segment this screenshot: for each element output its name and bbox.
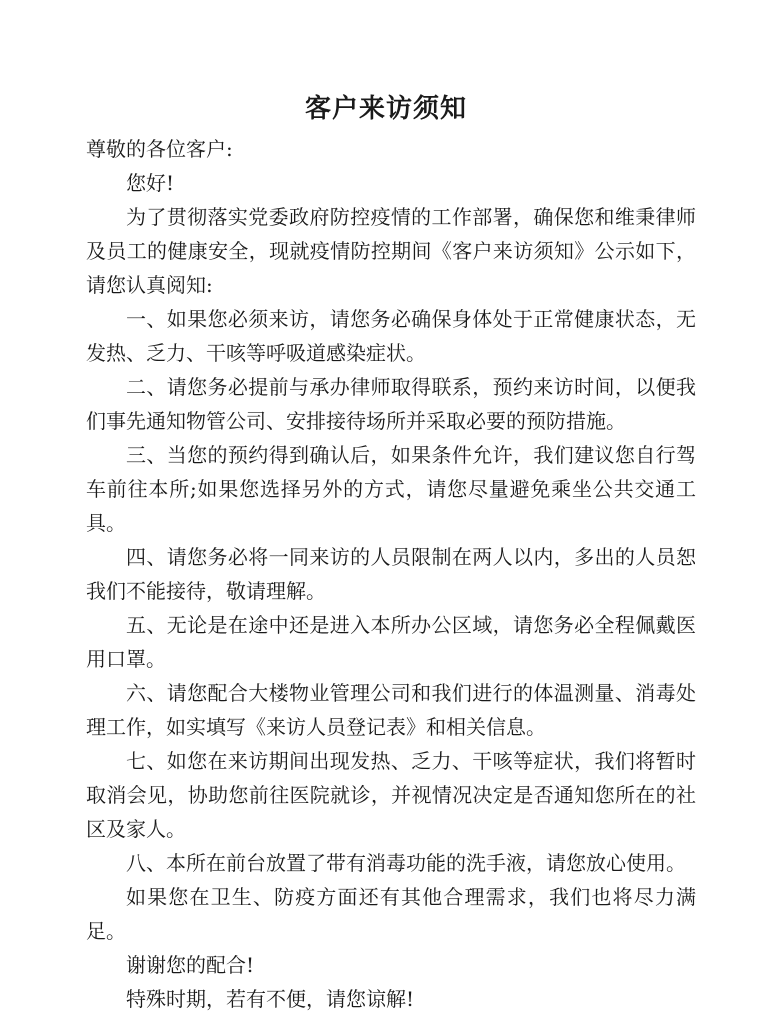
greeting: 您好! bbox=[126, 171, 175, 195]
item-paragraph-3: 三、当您的预约得到确认后，如果条件允许，我们建议您自行驾车前往本所;如果您选择另外的方式，请您尽量避免乘坐公共交通工具。 bbox=[86, 443, 696, 535]
document-body bbox=[86, 132, 696, 1016]
apology-line: 特殊时期，若有不便，请您谅解! bbox=[126, 987, 415, 1011]
item-paragraph-2: 二、请您务必提前与承办律师取得联系，预约来访时间，以便我们事先通知物管公司、安排接待场所并采取必要的预防措施。 bbox=[86, 375, 696, 433]
salutation: 尊敬的各位客户: bbox=[86, 137, 233, 161]
item-paragraph-8: 八、本所在前台放置了带有消毒功能的洗手液，请您放心使用。 bbox=[126, 851, 686, 875]
item-paragraph-4: 四、请您务必将一同来访的人员限制在两人以内，多出的人员恕我们不能接待，敬请理解。 bbox=[86, 545, 696, 603]
document-title: 客户来访须知 bbox=[304, 94, 467, 124]
closing-request-paragraph: 如果您在卫生、防疫方面还有其他合理需求，我们也将尽力满足。 bbox=[86, 885, 696, 943]
intro-paragraph: 为了贯彻落实党委政府防控疫情的工作部署，确保您和维秉律师及员工的健康安全，现就疫情防控期间《客户来访须知》公示如下，请您认真阅知: bbox=[86, 205, 696, 297]
thanks-line: 谢谢您的配合! bbox=[126, 953, 255, 977]
item-paragraph-7: 七、如您在来访期间出现发热、乏力、干咳等症状，我们将暂时取消会见，协助您前往医院就诊，并视情况决定是否通知您所在的社区及家人。 bbox=[86, 749, 696, 841]
item-paragraph-6: 六、请您配合大楼物业管理公司和我们进行的体温测量、消毒处理工作，如实填写《来访人员登记表》和相关信息。 bbox=[86, 681, 696, 739]
item-paragraph-5: 五、无论是在途中还是进入本所办公区域，请您务必全程佩戴医用口罩。 bbox=[86, 613, 696, 671]
item-paragraph-1: 一、如果您必须来访，请您务必确保身体处于正常健康状态，无发热、乏力、干咳等呼吸道感染症状。 bbox=[86, 307, 696, 365]
